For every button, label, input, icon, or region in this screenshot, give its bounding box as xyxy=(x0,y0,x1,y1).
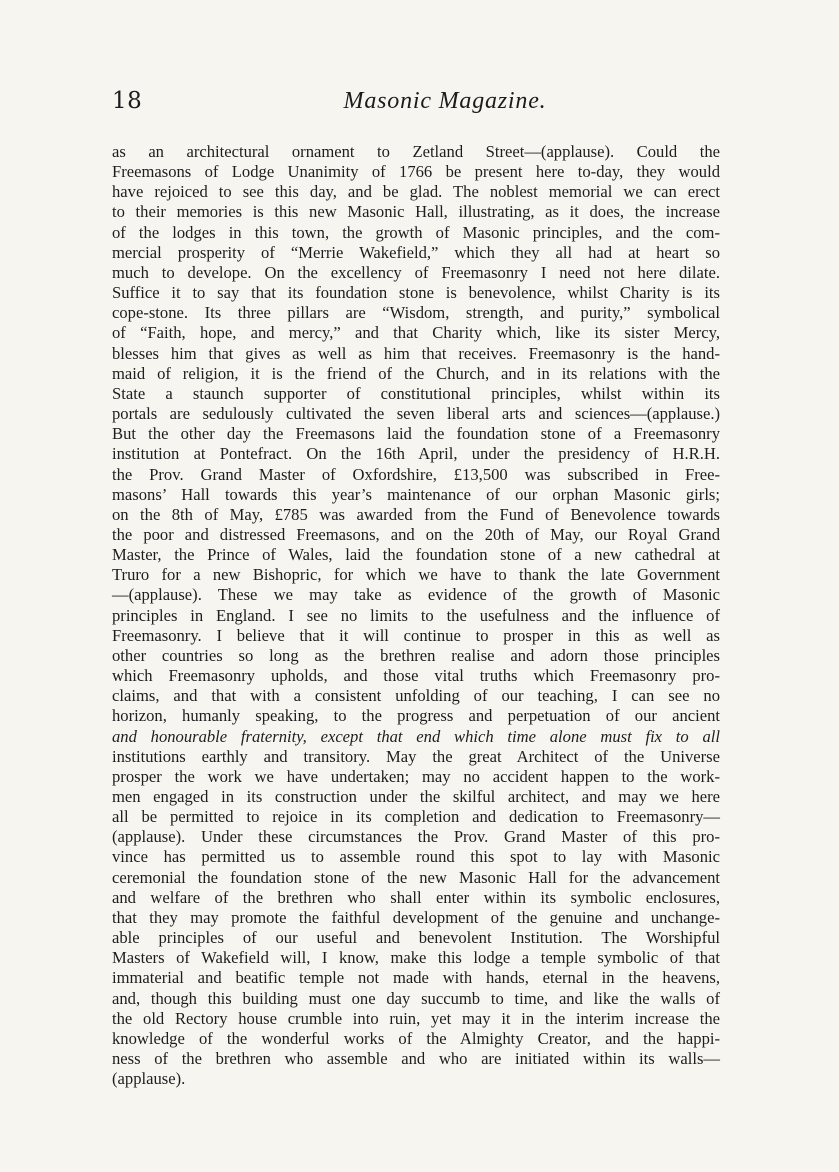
text-run: mercial prosperity of “Merrie Wakefield,” which they all had at heart so xyxy=(112,242,720,262)
text-run: Master, the Prince of Wales, laid the foundation stone of a new cathedral at xyxy=(112,545,720,565)
text-line xyxy=(112,384,720,404)
text-run: the poor and distressed Freemasons, and on the 20th of May, our Royal Grand xyxy=(112,524,720,544)
text-line xyxy=(112,968,720,988)
text-line xyxy=(112,888,720,908)
text-line xyxy=(112,908,720,928)
text-run: prosper the work we have undertaken; may no accident happen to the work- xyxy=(112,766,720,786)
text-line xyxy=(112,807,720,827)
text-run: on the 8th of May, £785 was awarded from the Fund of Benevolence towards xyxy=(112,504,720,524)
text-line xyxy=(112,626,720,646)
text-line xyxy=(112,364,720,384)
text-run: the Prov. Grand Master of Oxfordshire, £13,500 was subscribed in Free- xyxy=(112,464,720,484)
text-run: portals are sedulously cultivated the seven liberal arts and sciences—(applause.) xyxy=(112,404,720,424)
text-run: State a staunch supporter of constitutional principles, whilst within its xyxy=(112,383,720,403)
text-run: of “Faith, hope, and mercy,” and that Charity which, like its sister Mercy, xyxy=(112,323,720,343)
text-run: ness of the brethren who assemble and who are initiated within its walls— xyxy=(112,1049,720,1069)
text-line xyxy=(112,505,720,525)
text-line xyxy=(112,444,720,464)
text-line xyxy=(112,747,720,767)
text-run: (applause). Under these circumstances the Prov. Grand Master of this pro- xyxy=(112,827,720,847)
page-number: 18 xyxy=(112,88,143,114)
text-run: immaterial and beatific temple not made with hands, eternal in the heavens, xyxy=(112,968,720,988)
text-run: Truro for a new Bishopric, for which we have to thank the late Government xyxy=(112,565,720,585)
text-line xyxy=(112,323,720,343)
text-run: vince has permitted us to assemble round this spot to lay with Masonic xyxy=(112,847,720,867)
text-run: have rejoiced to see this day, and be glad. The noblest memorial we can erect xyxy=(112,182,720,202)
text-run: knowledge of the wonderful works of the Almighty Creator, and the happi- xyxy=(112,1028,720,1048)
text-line xyxy=(112,424,720,444)
text-line xyxy=(112,142,720,162)
text-run: the old Rectory house crumble into ruin, yet may it in the interim increase the xyxy=(112,1008,720,1028)
text-run: of the lodges in this town, the growth of Masonic principles, and the com- xyxy=(112,222,720,242)
text-line xyxy=(112,606,720,626)
text-line xyxy=(112,868,720,888)
text-run: blesses him that gives as well as him that receives. Freemasonry is the hand- xyxy=(112,343,720,363)
text-run: as an architectural ornament to Zetland Street—(applause). Could the xyxy=(112,142,720,161)
italic-text: and honourable fraternity, except that end which time alone must fix to all xyxy=(112,726,720,746)
text-line xyxy=(112,948,720,968)
text-line xyxy=(112,344,720,364)
text-run: principles in England. I see no limits to the usefulness and the influence of xyxy=(112,605,720,625)
text-line xyxy=(112,1069,720,1089)
text-run: But the other day the Freemasons laid the foundation stone of a Freemasonry xyxy=(112,424,720,444)
text-line xyxy=(112,1049,720,1069)
text-line xyxy=(112,827,720,847)
text-line xyxy=(112,666,720,686)
text-run: (applause). xyxy=(112,1069,186,1089)
running-head xyxy=(112,88,720,124)
text-run: Suffice it to say that its foundation stone is benevolence, whilst Charity is its xyxy=(112,283,720,303)
text-line xyxy=(112,223,720,243)
text-run: and welfare of the brethren who shall enter within its symbolic enclosures, xyxy=(112,887,720,907)
text-run: which Freemasonry upholds, and those vital truths which Freemasonry pro- xyxy=(112,666,720,686)
text-run: Freemasonry. I believe that it will continue to prosper in this as well as xyxy=(112,625,720,645)
text-line xyxy=(112,686,720,706)
text-line xyxy=(112,303,720,323)
text-run: and, though this building must one day succumb to time, and like the walls of xyxy=(112,988,720,1008)
text-run: institutions earthly and transitory. May the great Architect of the Universe xyxy=(112,746,720,766)
text-run: other countries so long as the brethren realise and adorn those principles xyxy=(112,645,720,665)
text-line xyxy=(112,646,720,666)
text-line xyxy=(112,585,720,605)
text-line xyxy=(112,767,720,787)
text-line xyxy=(112,989,720,1009)
text-run: that they may promote the faithful development of the genuine and unchange- xyxy=(112,907,720,927)
text-line xyxy=(112,545,720,565)
text-run: ceremonial the foundation stone of the new Masonic Hall for the advancement xyxy=(112,867,720,887)
text-line xyxy=(112,162,720,182)
text-run: institution at Pontefract. On the 16th April, under the presidency of H.R.H. xyxy=(112,444,720,464)
text-line xyxy=(112,1009,720,1029)
text-run: horizon, humanly speaking, to the progress and perpetuation of our ancient xyxy=(112,706,720,726)
text-line xyxy=(112,404,720,424)
text-line xyxy=(112,706,720,726)
text-run: maid of religion, it is the friend of the Church, and in its relations with the xyxy=(112,363,720,383)
text-line xyxy=(112,565,720,585)
text-line xyxy=(112,243,720,263)
text-line xyxy=(112,847,720,867)
text-line xyxy=(112,485,720,505)
text-run: —(applause). These we may take as evidence of the growth of Masonic xyxy=(112,585,720,605)
text-run: able principles of our useful and benevolent Institution. The Worshipful xyxy=(112,928,720,948)
text-run: claims, and that with a consistent unfolding of our teaching, I can see no xyxy=(112,686,720,706)
text-run: Freemasons of Lodge Unanimity of 1766 be present here to-day, they would xyxy=(112,162,720,182)
text-line xyxy=(112,1029,720,1049)
text-run: all be permitted to rejoice in its completion and dedication to Freemasonry— xyxy=(112,807,720,827)
article-body xyxy=(112,142,720,1089)
text-line xyxy=(112,283,720,303)
text-run: cope-stone. Its three pillars are “Wisdom, strength, and purity,” symbolical xyxy=(112,303,720,323)
text-run: Masters of Wakefield will, I know, make this lodge a temple symbolic of that xyxy=(112,948,720,968)
text-line xyxy=(112,202,720,222)
text-line xyxy=(112,465,720,485)
text-run: to their memories is this new Masonic Hall, illustrating, as it does, the increase xyxy=(112,202,720,222)
text-line xyxy=(112,525,720,545)
text-run: masons’ Hall towards this year’s maintenance of our orphan Masonic girls; xyxy=(112,484,720,504)
text-run: men engaged in its construction under the skilful architect, and may we here xyxy=(112,787,720,806)
journal-title: Masonic Magazine. xyxy=(343,88,547,114)
text-line xyxy=(112,263,720,283)
text-line xyxy=(112,787,720,807)
text-run: much to develope. On the excellency of Freemasonry I need not here dilate. xyxy=(112,262,720,282)
text-line xyxy=(112,182,720,202)
text-line xyxy=(112,727,720,747)
text-line xyxy=(112,928,720,948)
